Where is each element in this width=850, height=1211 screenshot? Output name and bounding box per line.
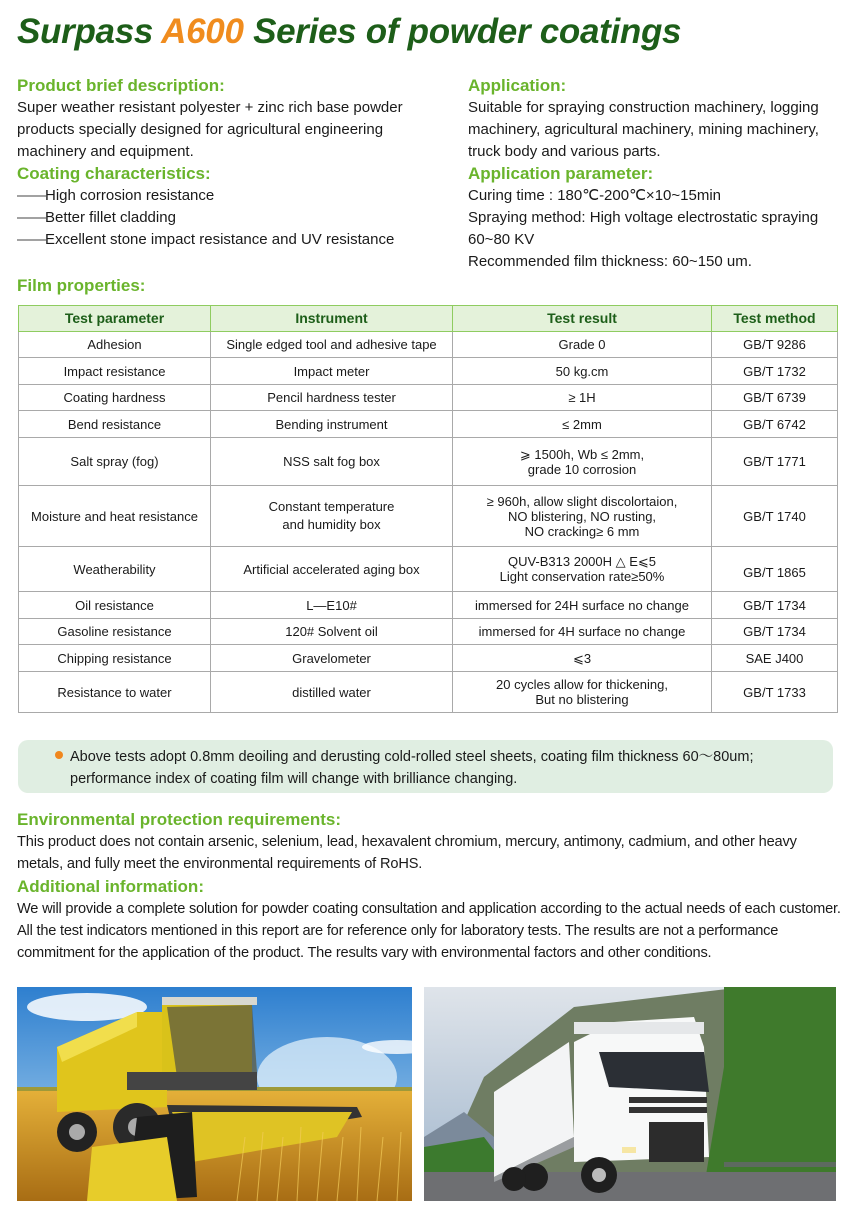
cell-parameter: Salt spray (fog) <box>19 438 211 486</box>
truck-image-icon <box>424 987 836 1201</box>
note-line-1: Above tests adopt 0.8mm deoiling and derusting cold-rolled steel sheets, coating film thickness 60～80um; <box>70 749 754 765</box>
table-row <box>19 332 838 358</box>
cell-parameter: Impact resistance <box>19 358 211 385</box>
cell-result: immersed for 24H surface no change <box>453 592 712 619</box>
cell-method: GB/T 1865 <box>712 547 838 592</box>
cell-instrument: Artificial accelerated aging box <box>211 547 453 592</box>
table-row <box>19 438 838 486</box>
environmental-heading: Environmental protection requirements: <box>17 810 341 829</box>
film-properties-table <box>18 305 838 713</box>
spraying-method: Spraying method: High voltage electrostatic spraying <box>468 209 819 226</box>
combine-harvester-photo <box>17 987 412 1201</box>
brief-heading: Product brief description: <box>17 76 225 95</box>
film-thickness: Recommended film thickness: 60~150 um. <box>468 253 752 270</box>
table-row <box>19 547 838 592</box>
cell-parameter: Chipping resistance <box>19 645 211 672</box>
characteristics-heading: Coating characteristics: <box>17 164 211 183</box>
cell-parameter: Coating hardness <box>19 385 211 411</box>
cell-parameter: Adhesion <box>19 332 211 358</box>
environmental-text: This product does not contain arsenic, selenium, lead, hexavalent chromium, mercury, antimony, cadmium, and other heavy metals, and fully meet the environmental requirements of RoHS. <box>17 834 797 872</box>
bullet-icon <box>55 751 63 759</box>
truck-photo <box>424 987 836 1201</box>
table-row <box>19 619 838 645</box>
title-suffix: Series of powder coatings <box>243 12 682 51</box>
characteristic-item: ——High corrosion resistance <box>17 187 215 204</box>
cell-method: GB/T 1732 <box>712 358 838 385</box>
cell-instrument: L—E10# <box>211 592 453 619</box>
characteristic-item: ——Excellent stone impact resistance and UV resistance <box>17 231 395 248</box>
column-header: Test parameter <box>19 306 211 332</box>
right-column <box>468 75 848 273</box>
column-header: Instrument <box>211 306 453 332</box>
brief-text: Super weather resistant polyester + zinc rich base powder products specially designed for agricultural engineering machinery and equipment. <box>17 99 403 160</box>
dash-icon: —— <box>17 187 45 204</box>
cell-result: Grade 0 <box>453 332 712 358</box>
cell-instrument: Single edged tool and adhesive tape <box>211 332 453 358</box>
additional-heading: Additional information: <box>17 877 204 896</box>
curing-time: Curing time : 180℃-200℃×10~15min <box>468 187 721 204</box>
parameter-heading: Application parameter: <box>468 164 654 183</box>
cell-method: SAE J400 <box>712 645 838 672</box>
left-column <box>17 75 437 251</box>
cell-result: 50 kg.cm <box>453 358 712 385</box>
cell-instrument: distilled water <box>211 672 453 713</box>
table-row <box>19 358 838 385</box>
dash-icon: —— <box>17 231 45 248</box>
cell-instrument: Impact meter <box>211 358 453 385</box>
cell-result: ⩽3 <box>453 645 712 672</box>
application-heading: Application: <box>468 76 567 95</box>
table-row <box>19 411 838 438</box>
characteristic-item: ——Better fillet cladding <box>17 209 176 226</box>
harvester-image-icon <box>17 987 412 1201</box>
cell-result: immersed for 4H surface no change <box>453 619 712 645</box>
spraying-voltage: 60~80 KV <box>468 231 535 248</box>
lower-sections <box>17 809 843 964</box>
cell-result: ⩾ 1500h, Wb ≤ 2mm, grade 10 corrosion <box>453 438 712 486</box>
cell-parameter: Gasoline resistance <box>19 619 211 645</box>
cell-method: GB/T 1771 <box>712 438 838 486</box>
cell-method: GB/T 6742 <box>712 411 838 438</box>
cell-method: GB/T 1734 <box>712 592 838 619</box>
cell-result: ≥ 960h, allow slight discolortaion, NO blistering, NO rusting, NO cracking≥ 6 mm <box>453 486 712 547</box>
cell-instrument: Gravelometer <box>211 645 453 672</box>
cell-result: QUV-B313 2000H △ E⩽5 Light conservation rate≥50% <box>453 547 712 592</box>
title-prefix: Surpass <box>17 12 162 51</box>
cell-method: GB/T 1734 <box>712 619 838 645</box>
additional-text: We will provide a complete solution for powder coating consultation and application according to the actual needs of each customer. All the test indicators mentioned in this report are for reference only for laboratory tests. The results are not a performance commitment for the application of the product. The results vary with environmental factors and other conditions. <box>17 901 841 961</box>
cell-result: ≤ 2mm <box>453 411 712 438</box>
film-properties-heading: Film properties: <box>17 276 146 295</box>
column-header: Test result <box>453 306 712 332</box>
cell-parameter: Moisture and heat resistance <box>19 486 211 547</box>
cell-instrument: Bending instrument <box>211 411 453 438</box>
table-row <box>19 645 838 672</box>
cell-result: ≥ 1H <box>453 385 712 411</box>
cell-instrument: Pencil hardness tester <box>211 385 453 411</box>
note-line-2: performance index of coating film will change with brilliance changing. <box>70 771 518 787</box>
application-text: Suitable for spraying construction machinery, logging machinery, agricultural machinery, mining machinery, truck body and various parts. <box>468 99 819 160</box>
table-row <box>19 486 838 547</box>
cell-parameter: Oil resistance <box>19 592 211 619</box>
cell-instrument: NSS salt fog box <box>211 438 453 486</box>
cell-instrument: 120# Solvent oil <box>211 619 453 645</box>
cell-parameter: Weatherability <box>19 547 211 592</box>
test-conditions-note <box>18 740 833 793</box>
table-row <box>19 672 838 713</box>
cell-instrument: Constant temperature and humidity box <box>211 486 453 547</box>
column-header: Test method <box>712 306 838 332</box>
cell-parameter: Resistance to water <box>19 672 211 713</box>
cell-method: GB/T 1733 <box>712 672 838 713</box>
title-model: A600 <box>161 12 244 51</box>
table-header-row <box>19 306 838 332</box>
cell-method: GB/T 9286 <box>712 332 838 358</box>
cell-result: 20 cycles allow for thickening, But no blistering <box>453 672 712 713</box>
dash-icon: —— <box>17 209 45 226</box>
table-row <box>19 385 838 411</box>
cell-parameter: Bend resistance <box>19 411 211 438</box>
table-row <box>19 592 838 619</box>
cell-method: GB/T 6739 <box>712 385 838 411</box>
cell-method: GB/T 1740 <box>712 486 838 547</box>
page-title <box>17 12 681 52</box>
